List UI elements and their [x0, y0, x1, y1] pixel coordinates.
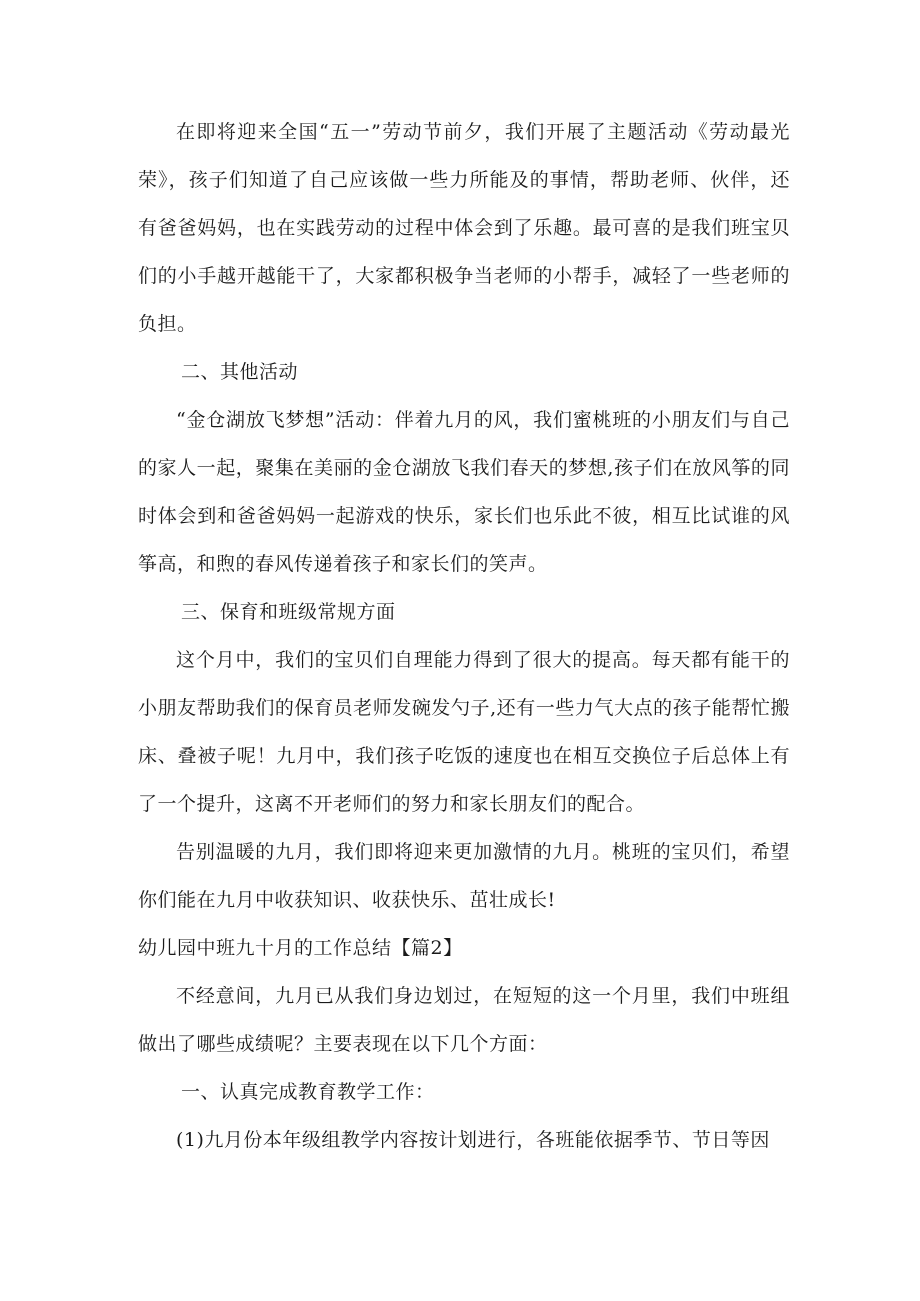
paragraph-teaching-plan: (1)九月份本年级组教学内容按计划进行，各班能依据季节、节日等因 — [176, 1129, 770, 1151]
paragraph-self-care: 这个月中，我们的宝贝们自理能力得到了很大的提高。每天都有能干的小朋友帮助我们的保育员老师发碗发勺子,还有一些力气大点的孩子能帮忙搬床、叠被子呢！九月中，我们孩子吃饭的速度也在相互交换位子后总体上有了一个提升，这离不开老师们的努力和家长朋友们的配合。 — [138, 649, 790, 815]
section-heading-teaching-work: 一、认真完成教育教学工作： — [181, 1081, 435, 1103]
paragraph-kite-activity: “金仓湖放飞梦想”活动：伴着九月的风，我们蜜桃班的小朋友们与自己的家人一起，聚集在美丽的金仓湖放飞我们春天的梦想,孩子们在放风筝的同时体会到和爸爸妈妈一起游戏的快乐，家长们也乐此不彼，相互比试谁的风筝高，和煦的春风传递着孩子和家长们的笑声。 — [138, 409, 790, 575]
section-heading-care-routine: 三、保育和班级常规方面 — [181, 601, 396, 623]
paragraph-labor-day: 在即将迎来全国“五一”劳动节前夕，我们开展了主题活动《劳动最光荣》，孩子们知道了自己应该做一些力所能及的事情，帮助老师、伙伴，还有爸爸妈妈，也在实践劳动的过程中体会到了乐趣。最可喜的是我们班宝贝们的小手越开越能干了，大家都积极争当老师的小帮手，减轻了一些老师的负担。 — [138, 121, 790, 335]
paragraph-farewell: 告别温暖的九月，我们即将迎来更加激情的九月。桃班的宝贝们，希望你们能在九月中收获知识、收获快乐、茁壮成长! — [138, 841, 790, 911]
section-heading-other-activities: 二、其他活动 — [181, 361, 299, 383]
article-title-part-2: 幼儿园中班九十月的工作总结【篇2】 — [138, 937, 463, 959]
paragraph-intro-part-2: 不经意间，九月已从我们身边划过，在短短的这一个月里，我们中班组做出了哪些成绩呢？主要表现在以下几个方面： — [138, 985, 790, 1055]
